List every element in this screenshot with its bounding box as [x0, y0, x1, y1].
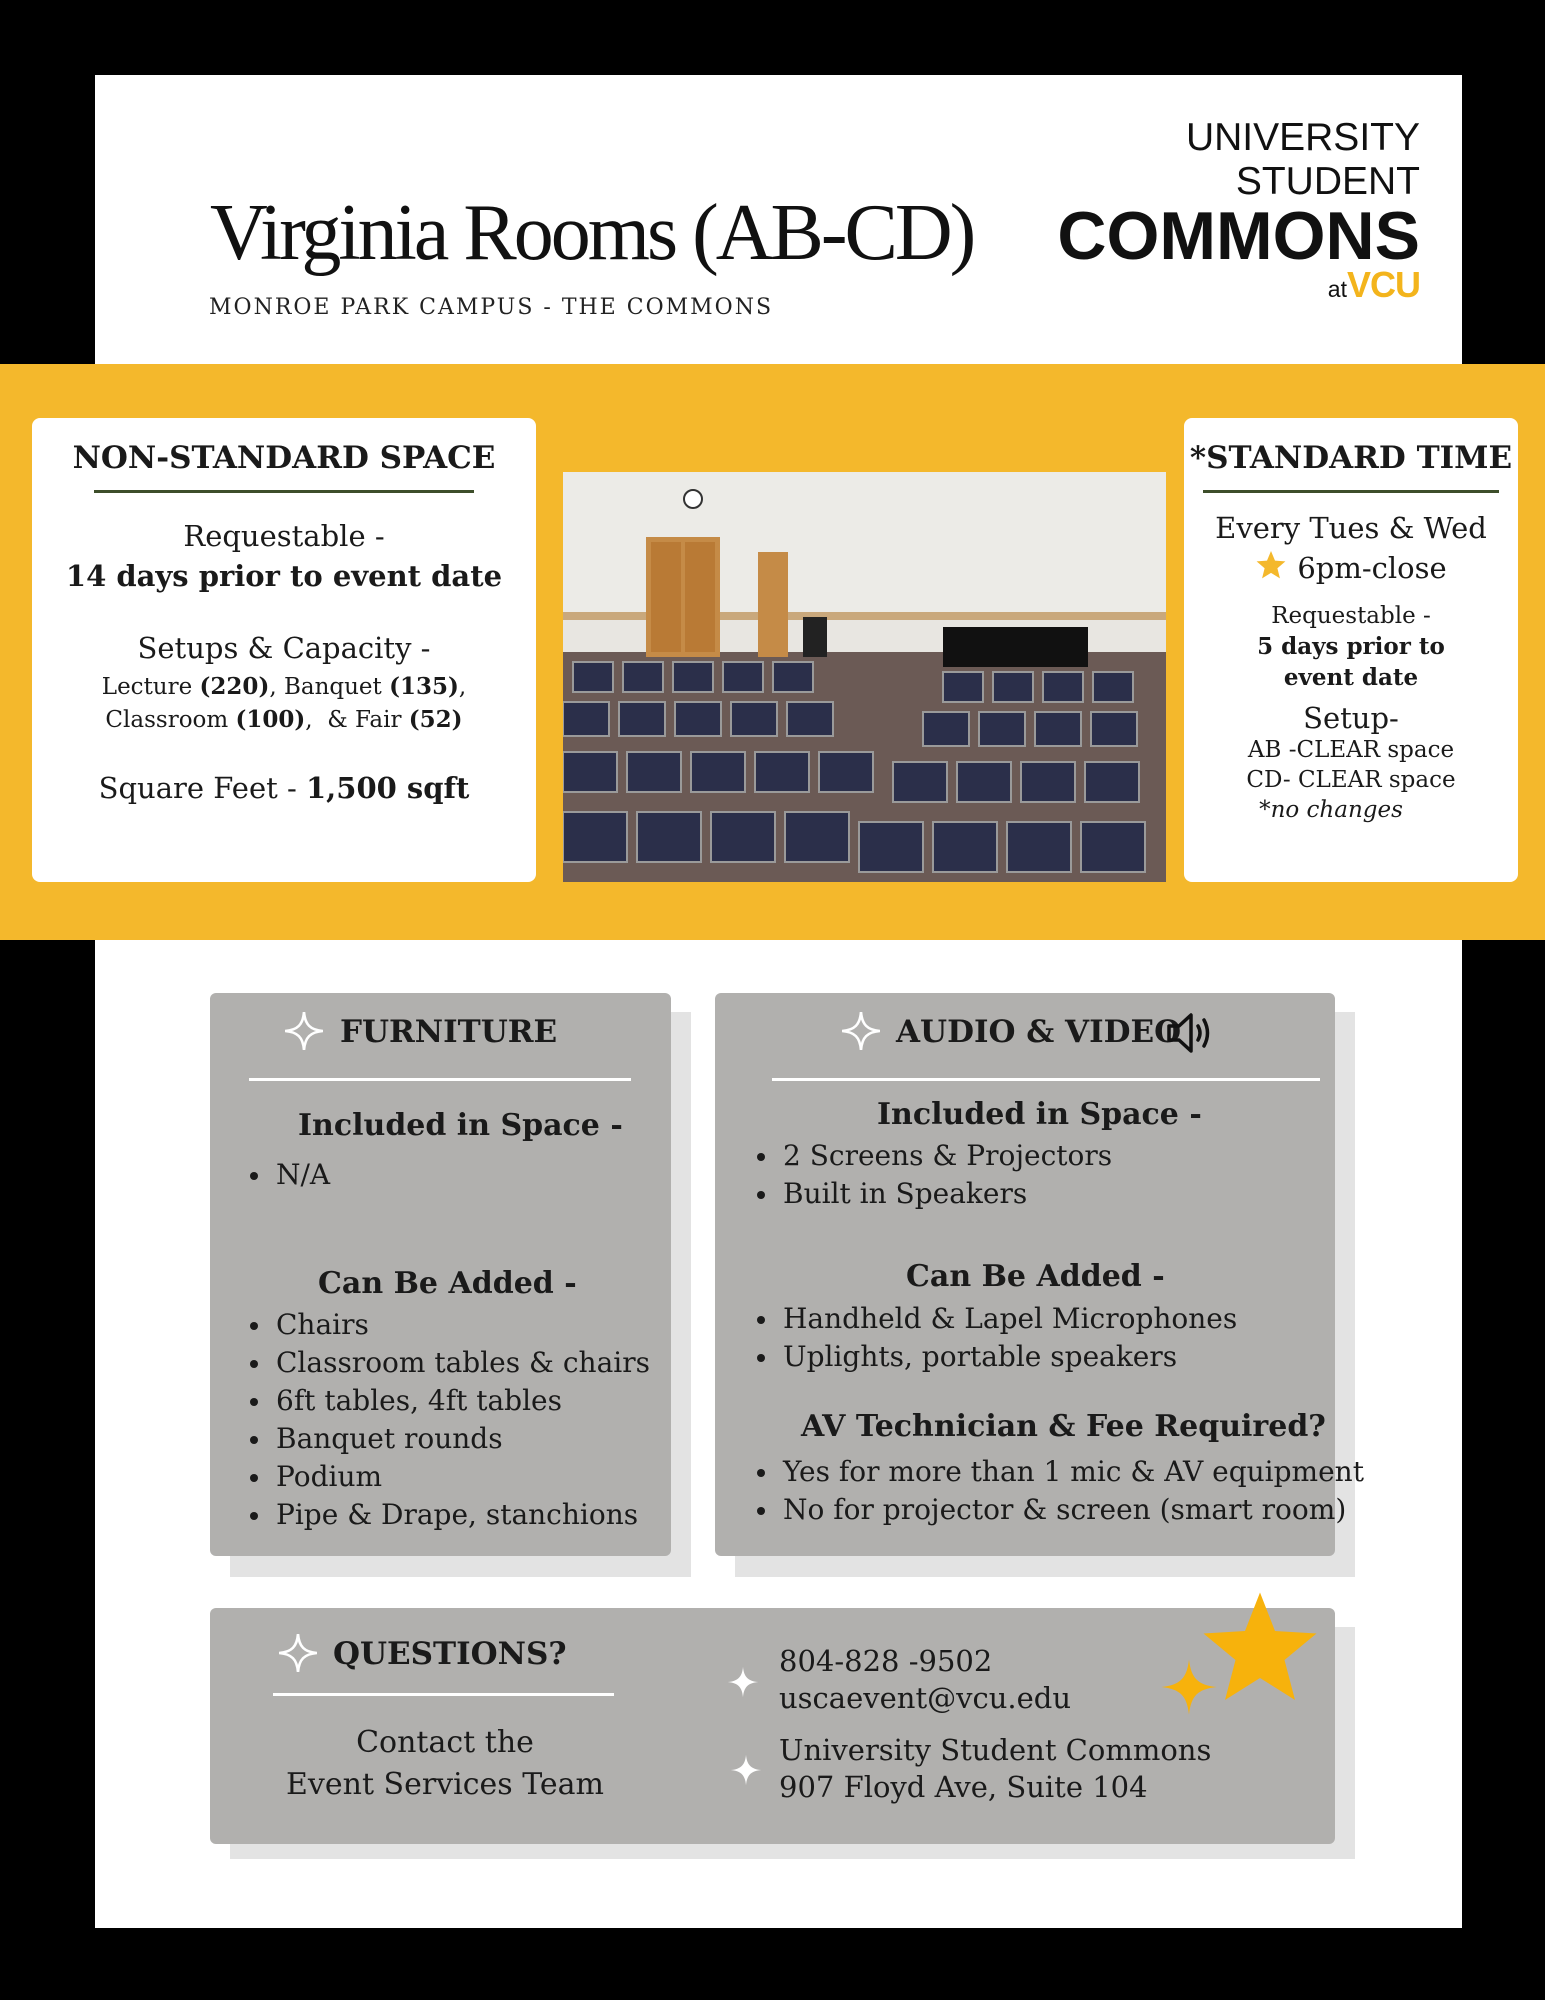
sparkle-icon — [726, 1665, 760, 1699]
standard-hours-line — [1184, 549, 1518, 585]
av-added-label: Can Be Added - — [906, 1259, 1165, 1294]
list-item: Yes for more than 1 mic & AV equipment — [751, 1453, 1364, 1491]
address-line-1: University Student Commons — [779, 1733, 1212, 1767]
usc-logo — [1000, 116, 1420, 306]
list-item: Pipe & Drape, stanchions — [244, 1496, 650, 1534]
list-item: N/A — [244, 1156, 330, 1194]
list-item: 2 Screens & Projectors — [751, 1137, 1112, 1175]
av-tech-list — [751, 1453, 1364, 1529]
phone-number[interactable]: 804-828 -9502 — [779, 1644, 993, 1678]
setup-name: Lecture — [101, 674, 193, 700]
divider — [249, 1078, 631, 1081]
logo-at: at — [1327, 276, 1347, 302]
list-item: Classroom tables & chairs — [244, 1344, 650, 1382]
list-item: Built in Speakers — [751, 1175, 1112, 1213]
setup-capacity: (135) — [389, 673, 459, 700]
list-item: Chairs — [244, 1306, 650, 1344]
standard-setup-label: Setup- — [1303, 701, 1399, 735]
page-title: Virginia Rooms (AB-CD) — [210, 189, 974, 277]
list-item: 6ft tables, 4ft tables — [244, 1382, 650, 1420]
list-item: Banquet rounds — [244, 1420, 650, 1458]
requestable-value: 14 days prior to event date — [65, 559, 503, 593]
divider — [94, 490, 474, 493]
room-photo — [563, 472, 1166, 882]
requestable-label: Requestable - — [183, 519, 385, 553]
list-item: Podium — [244, 1458, 650, 1496]
star-icon — [1200, 1590, 1320, 1702]
sqft-value: 1,500 sqft — [306, 771, 470, 805]
list-item: Uplights, portable speakers — [751, 1338, 1237, 1376]
page-subtitle: MONROE PARK CAMPUS - THE COMMONS — [209, 295, 774, 320]
sqft-line — [32, 771, 536, 805]
room-photo-illustration — [563, 472, 1166, 882]
standard-days: Every Tues & Wed — [1215, 511, 1487, 545]
questions-heading: QUESTIONS? — [333, 1636, 567, 1672]
standard-time-card — [1184, 418, 1518, 882]
divider — [1203, 490, 1499, 493]
standard-requestable-value-1: 5 days prior to — [1257, 633, 1445, 660]
sparkle-icon — [277, 1632, 319, 1674]
divider — [772, 1078, 1320, 1081]
standard-requestable-value-2: event date — [1283, 664, 1419, 691]
setup-capacity: (100) — [235, 706, 306, 733]
furniture-heading: FURNITURE — [340, 1014, 558, 1050]
divider — [273, 1693, 614, 1696]
sparkle-icon — [283, 1010, 325, 1052]
star-icon — [1255, 549, 1287, 581]
furniture-added-label: Can Be Added - — [318, 1266, 577, 1301]
setup-capacity: (220) — [199, 673, 270, 700]
av-included-list — [751, 1137, 1112, 1213]
setups-line-2: Classroom (100), & Fair (52) — [105, 706, 463, 733]
sqft-label: Square Feet - — [98, 771, 297, 805]
standard-setup-1: AB -CLEAR space — [1247, 737, 1455, 763]
furniture-added-list — [244, 1306, 650, 1534]
setup-name: Classroom — [105, 707, 229, 733]
av-included-label: Included in Space - — [877, 1097, 1202, 1132]
audio-video-heading: AUDIO & VIDEO — [896, 1014, 1182, 1050]
speaker-icon — [1165, 1009, 1217, 1057]
setup-capacity: (52) — [408, 706, 463, 733]
setup-name: & Fair — [327, 707, 402, 733]
setup-name: Banquet — [283, 674, 382, 700]
standard-note: *no changes — [1259, 797, 1403, 823]
address-line-2: 907 Floyd Ave, Suite 104 — [779, 1770, 1148, 1804]
av-tech-label: AV Technician & Fee Required? — [801, 1409, 1326, 1444]
sparkle-icon — [729, 1753, 763, 1787]
contact-line-2: Event Services Team — [286, 1767, 604, 1802]
list-item: No for projector & screen (smart room) — [751, 1491, 1364, 1529]
standard-time-heading: *STANDARD TIME — [1189, 440, 1513, 476]
contact-line-1: Contact the — [356, 1725, 534, 1760]
furniture-included-list — [244, 1156, 330, 1194]
email-link[interactable]: uscaevent@vcu.edu — [779, 1681, 1072, 1715]
standard-requestable-label: Requestable - — [1271, 603, 1431, 629]
standard-hours: 6pm-close — [1297, 551, 1447, 585]
standard-setup-2: CD- CLEAR space — [1246, 767, 1456, 793]
furniture-included-label: Included in Space - — [298, 1108, 623, 1143]
logo-line-1: UNIVERSITY STUDENT — [1185, 116, 1420, 203]
av-added-list — [751, 1300, 1237, 1376]
logo-line-2: COMMONS — [1057, 198, 1420, 274]
sparkle-icon — [840, 1010, 882, 1052]
logo-vcu: VCU — [1346, 264, 1420, 305]
list-item: Handheld & Lapel Microphones — [751, 1300, 1237, 1338]
setups-line-1: Lecture (220), Banquet (135), — [101, 673, 467, 700]
non-standard-card — [32, 418, 536, 882]
non-standard-heading: NON-STANDARD SPACE — [72, 440, 496, 476]
setups-label: Setups & Capacity - — [137, 631, 431, 665]
sparkle-star-icon — [1160, 1658, 1218, 1716]
